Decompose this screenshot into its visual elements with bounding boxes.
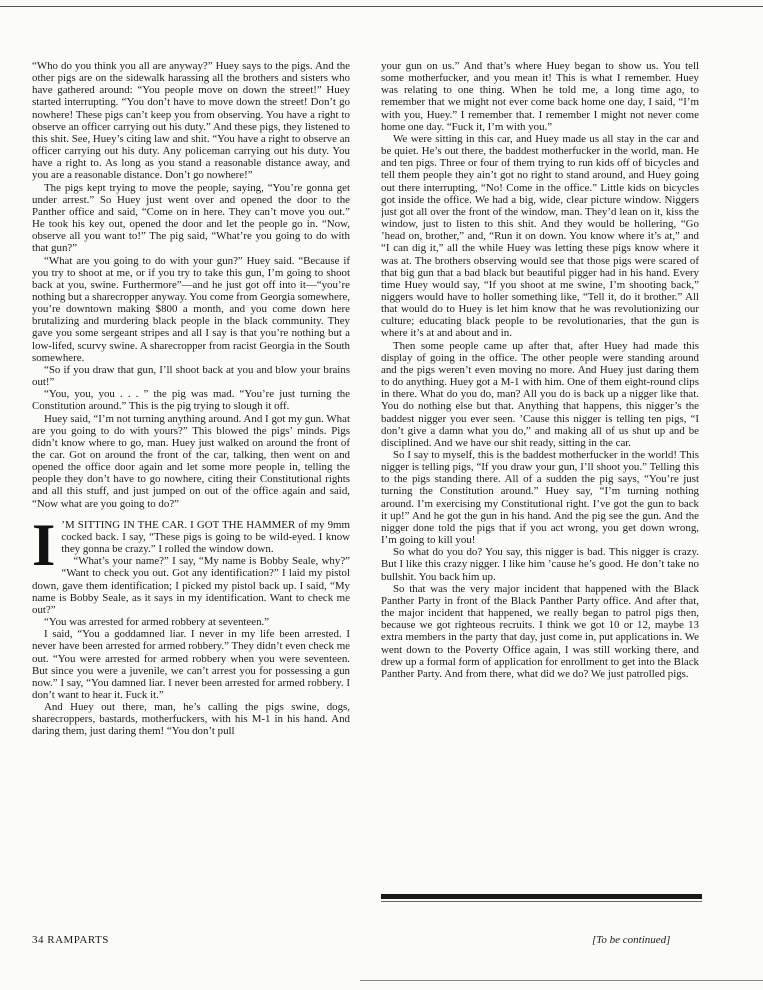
- end-rule: [381, 894, 702, 899]
- page-folio: 34 RAMPARTS: [32, 934, 109, 946]
- footer-rule: [360, 980, 763, 981]
- end-rule-thin: [381, 901, 702, 902]
- to-be-continued: [To be continued]: [592, 934, 671, 946]
- paragraph: “You was arrested for armed robbery at seventeen.”: [44, 616, 270, 629]
- top-rule: [0, 6, 763, 7]
- paragraph: “Who do you think you all are anyway?” Huey says to the pigs. And the other pigs are on the sidewalk harassing all the brothers and sisters who have gathered around: “You people move on down the street!” Huey started interrupting. “You don’t have to move down the street! Don’t go nowhere! These pigs can’t keep you from observing. You have a right to observe an officer carrying out his duty.” And these pigs, they listened to this shit. See, Huey’s citing law and shit. “You have a right to observe an officer carrying out his duty. Any policeman carrying out his duty. You have a right to. As long as you stand a reasonable distance away, and you are a reasonable distance. Don’t go nowhere!”: [32, 60, 350, 182]
- paragraph: And Huey out there, man, he’s calling the pigs swine, dogs, sharecroppers, bastards, motherfuckers, with his M-1 in his hand. And daring them, just daring them! “You don’t pull: [32, 701, 350, 738]
- paragraph: I said, “You a goddamned liar. I never in my life been arrested. I never have been arrested for armed robbery.” They didn’t even check me out. “You were arrested for armed robbery when you were seventeen. But since you were a juvenile, we can’t arrest you for possessing a gun now.” I say, “You damned liar. I never been arrested for armed robbery. I don’t want to hear it. Fuck it.”: [32, 628, 350, 701]
- dropcap-paragraph-text: ’M SITTING IN THE CAR. I GOT THE HAMMER of my 9mm cocked back. I say, “These pigs is going to be wild-eyed. I know they gonna be crazy.” I rolled the window down.: [61, 518, 350, 556]
- paragraph: “So if you draw that gun, I’ll shoot back at you and blow your brains out!”: [32, 363, 350, 389]
- paragraph: So what do you do? You say, this nigger is bad. This nigger is crazy. But I like this crazy nigger. I like him ’cause he’s good. He don’t take no bullshit. You back him up.: [381, 546, 699, 583]
- paragraph: The pigs kept trying to move the people, saying, “You’re gonna get under arrest.” So Huey just went over and opened the door to the Panther office and said, “Come on in here. They can’t move you out.” He took his key out, opened the door and let the people go in. “Now, observe all you want to!” The pig said, “What’re you going to do with that gun?”: [32, 181, 350, 255]
- paragraph: Huey said, “I’m not turning anything around. And I got my gun. What are you going to do with yours?” This blowed the pigs’ minds. Pigs didn’t know where to go, man. Huey just walked on around the front of the car. Got on around the front of the car, talking, then went on and opened the office door again and let some more people in, telling the people they don’t have to go nowhere, citing their Constitutional rights and all this stuff, and just jumped on out of the office again and said, “Now what are you going to do?”: [32, 412, 350, 510]
- paragraph: your gun on us.” And that’s where Huey began to show us. You tell some motherfucker, and you mean it! This is what I remember. Huey was relating to one thing. When he told me, a long time ago, to remember that we might not ever come back home one day, I said, “I’m with you, Huey.” I remember that. I remember I might not never come home one day. “Fuck it, I’m with you.”: [381, 60, 699, 133]
- left-column: [32, 60, 350, 882]
- paragraph: Then some people came up after that, after Huey had made this display of going in the office. The other people were standing around and the pigs weren’t even moving no more. And Huey just daring them to do anything. Huey got a M-1 with him. One of them eight-round clips in there. What do you do, man? All you do is back up a nigger like that. You do nothing else but that. Anything that happens, this nigger’s the baddest nigger you ever seen. ’Cause this nigger is telling ten pigs, “I don’t give a damn what you do,” and making all of us shut up and be disciplined. And we have our shit ready, sitting in the car.: [381, 339, 699, 449]
- paragraph: So I say to myself, this is the baddest motherfucker in the world! This nigger is telling pigs, “If you draw your gun, I’ll shoot you.” Telling this to the pigs standing there. All of a sudden the pig says, “You’re just turning the Constitution around.” Huey say, “I’m turning nothing around. I’m exercising my Constitutional right. I’ve got the gun to back it up!” And he got the gun in his hand. And the pig see the gun. And the nigger done told the pigs that if you act wrong, you get down wrong, I’m going to kill you!: [381, 449, 699, 547]
- paragraph: We were sitting in this car, and Huey made us all stay in the car and be quiet. He’s out there, the baddest motherfucker in the world, man. He and ten pigs. Three or four of them trying to run kids off of bicycles and tell them people they ain’t got no right to stand around, and Huey going out there interrupting, “No! Come in the office.” Little kids on bicycles got inside the office. We had a big, wide, clear picture window. Niggers just got all over the front of the window, man. They’d lean on it, kiss the window, just to listen to this shit. And they would be hollering, “Go ’head on, brother,” and, “Run it on down. You know where it’s at,” and “I can dig it,” all the while Huey was letting these pigs know where it was at. The brothers observing would see that those pigs were scared of that big gun that a bad black but beautiful pigger had in his hand. Every time Huey would say, “If you shoot at me swine, I’m shooting back,” niggers would have to holler something like, “Tell it, do it brother.” All that would do to Huey is let him know that he was revolutionizing our culture; educating black people to be revolutionaries, that the gun is where it’s at and about and in.: [381, 132, 699, 340]
- dropcap-paragraph: [32, 511, 350, 578]
- paragraph: “What are you going to do with your gun?” Huey said. “Because if you try to shoot at me, or if you try to take this gun, I’m going to shoot back at you, swine. Furthermore”—and he just got off into it—“you’re nothing but a sharecropper anyway. You come from Georgia somewhere, you’re downtown making $800 a month, and you come down here brutalizing and murdering black people in the black community. They gave you some sergeant stripes and all I say is that you’re nothing but a low-lifed, scurvy swine. A sharecropper from racist Georgia in the South somewhere.: [32, 254, 350, 364]
- paragraph: “You, you, you . . . ” the pig was mad. “You’re just turning the Constitution around.” This is the pig trying to slough it off.: [32, 388, 350, 413]
- drop-cap: I: [32, 511, 56, 578]
- paragraph: So that was the very major incident that happened with the Black Panther Party in front of the Black Panther Party office. And after that, the major incident that happened, we really began to patrol pigs then, because we got righteous recruits. I think we got 10 or 12, maybe 13 extra members in the party that day, just come in, put applications in. We went down to the Poverty Office again, I was still working there, and drew up a formal form of application for enrollment to get into the Black Panther Party. And from there, what did we do? We just patrolled pigs.: [381, 582, 699, 680]
- paragraph: “What’s your name?” I say, “My name is Bobby Seale, why?” “Want to check you out. Got any identification?” I laid my pistol down, gave them identification; I picked my pistol back up. I said, “My name is Bobby Seale, as it says in my identification. Want to check me out?”: [32, 555, 350, 616]
- right-column: [381, 60, 699, 892]
